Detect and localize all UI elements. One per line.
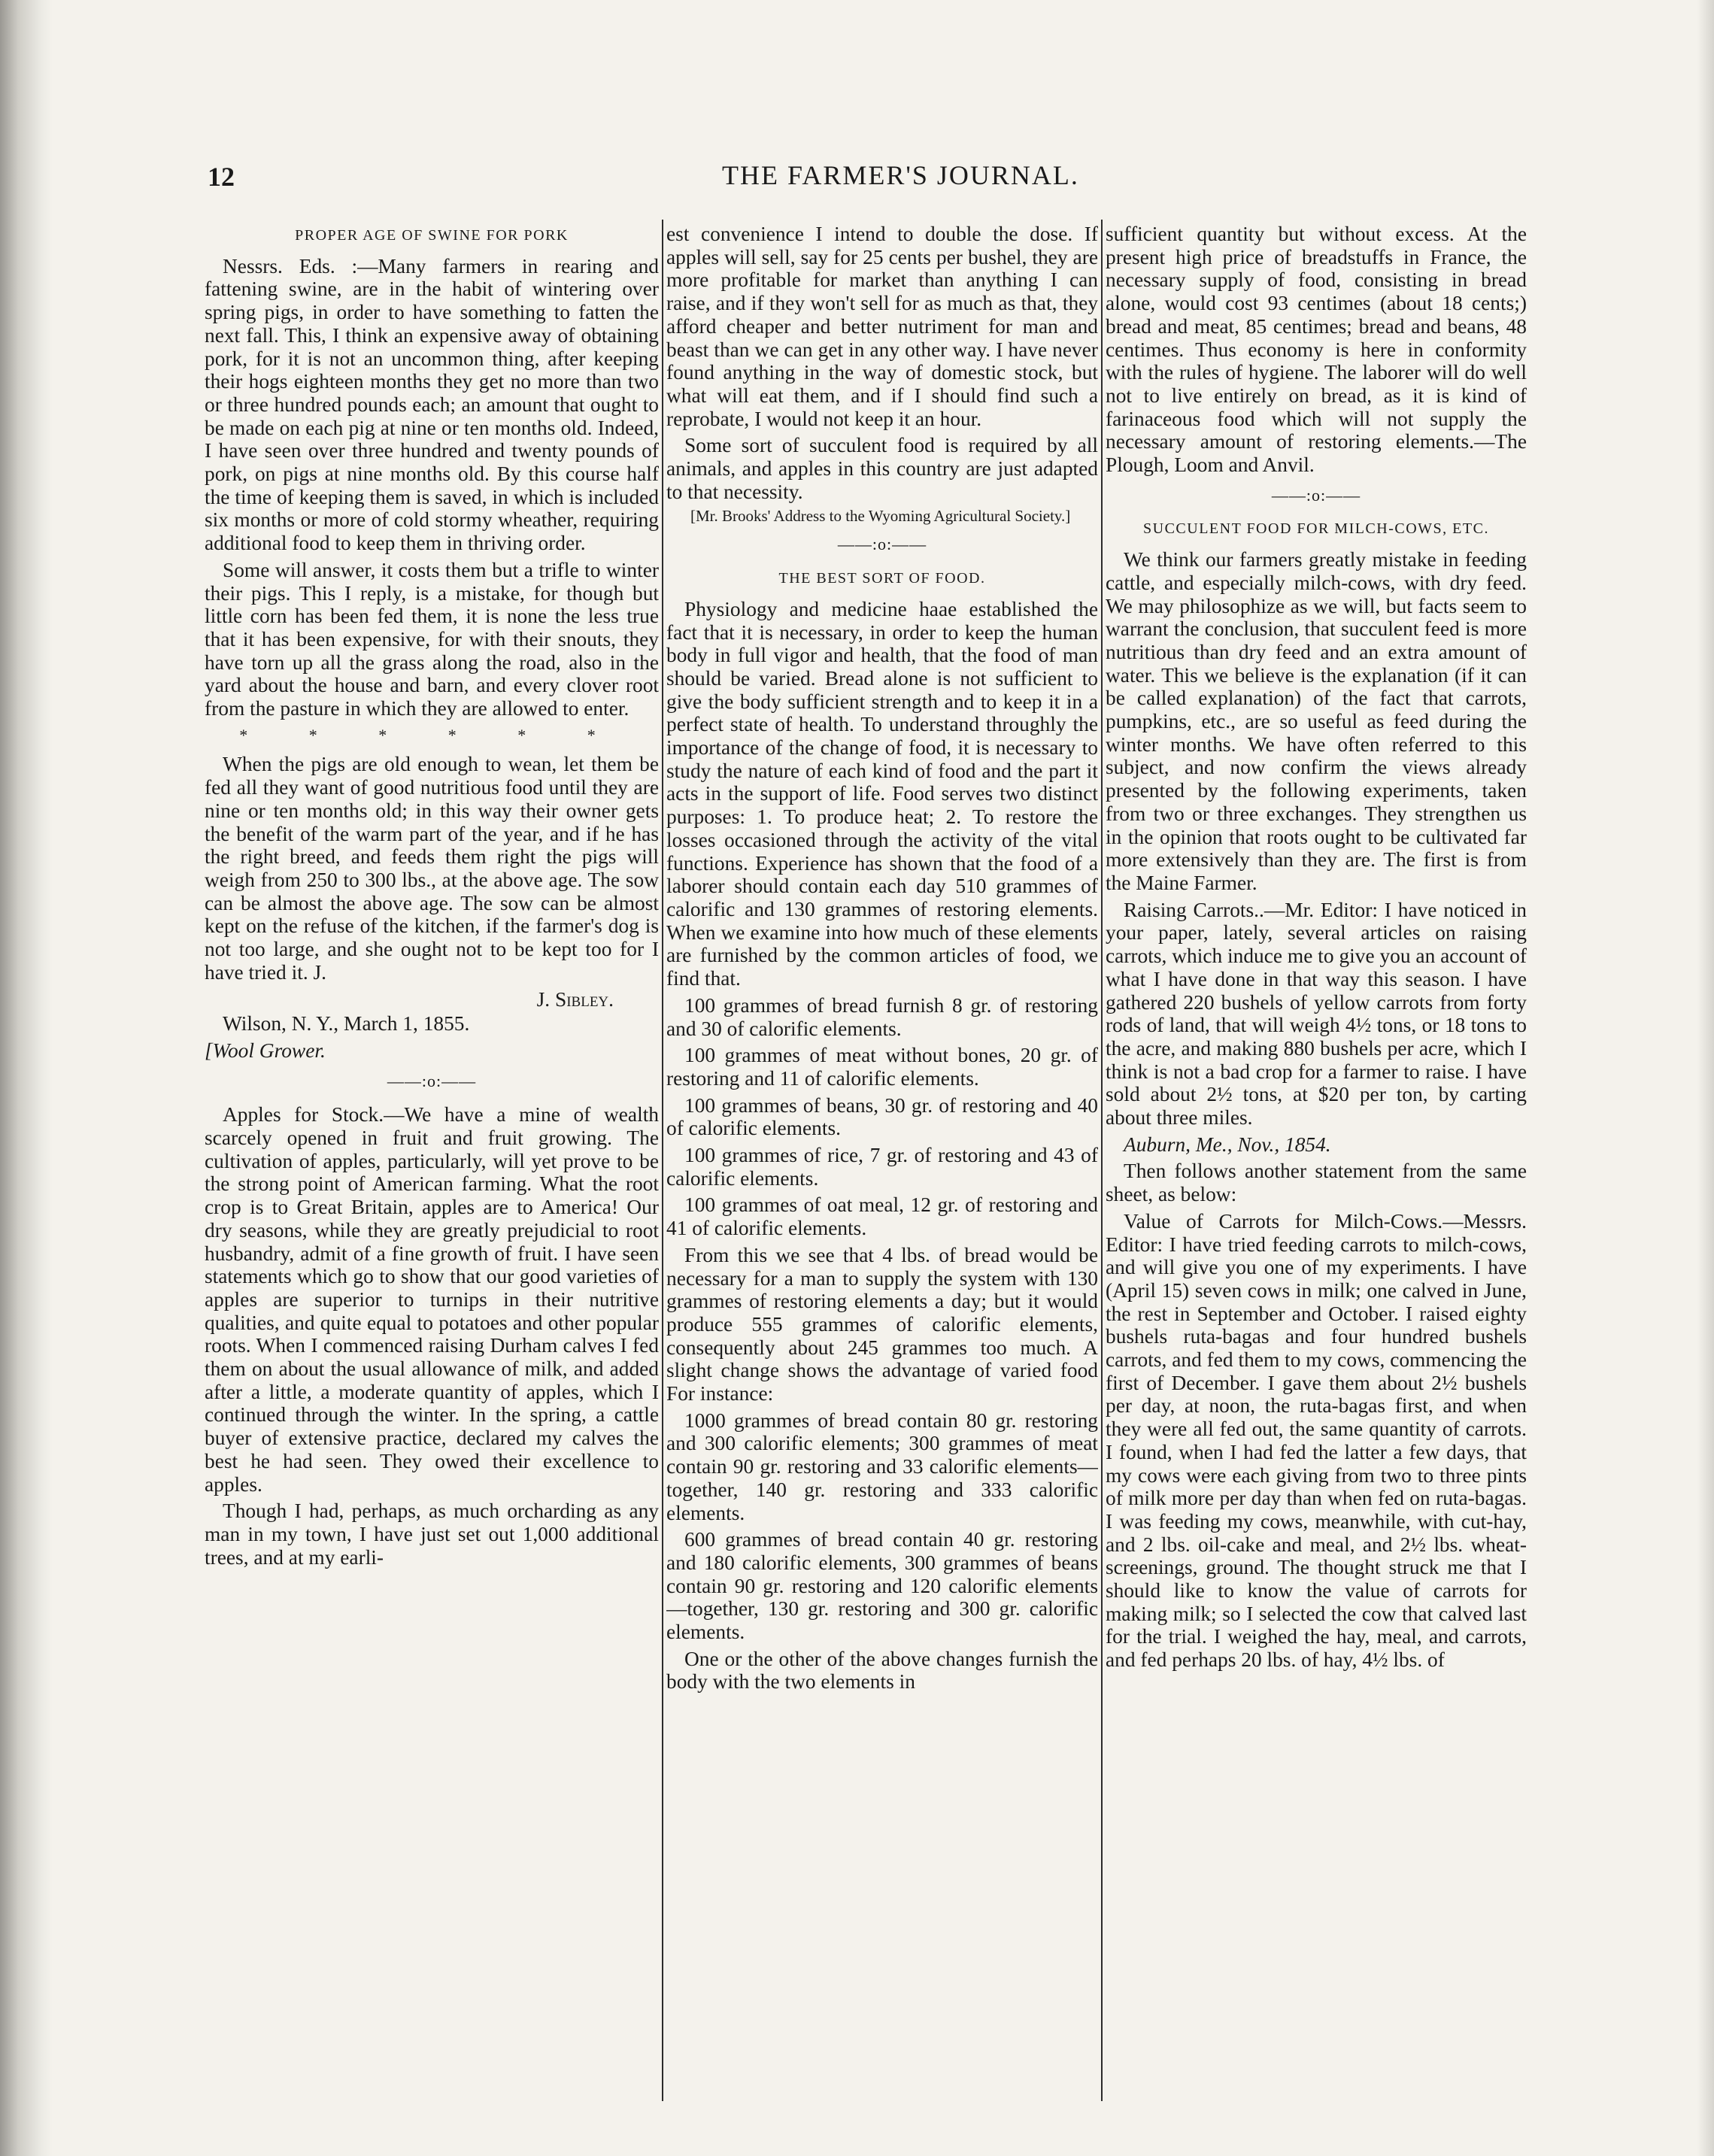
food-composition-line: 100 grammes of oat meal, 12 gr. of restoring and 41 of calorific elements. bbox=[666, 1193, 1098, 1240]
article-paragraph: We think our farmers greatly mistake in feeding cattle, and especially milch-cows, with dry feed. We may philosophize as we will, but facts seem to warrant the conclusion, that succulent feed is more nutritious than dry feed and an extra amount of water. This we believe is the explanation (if it can be called explanation) of the fact that carrots, pumpkins, etc., are so useful as feed during the winter months. We have often referred to this subject, and now confirm the views already presented by the following experiments, taken from two or three exchanges. They strengthen us in the opinion that roots ought to be cultivated far more extensively than they are. The first is from the Maine Farmer. bbox=[1106, 548, 1527, 894]
scan-edge-shadow-right bbox=[1697, 0, 1714, 2156]
scan-edge-shadow bbox=[0, 0, 53, 2156]
food-composition-line: 600 grammes of bread contain 40 gr. restoring and 180 calorific elements, 300 grammes of beans contain 90 gr. restoring and 120 calorific elements—together, 130 gr. restoring and 300 gr. calorific elements. bbox=[666, 1528, 1098, 1644]
dateline: Auburn, Me., Nov., 1854. bbox=[1124, 1133, 1331, 1156]
article-paragraph: When the pigs are old enough to wean, let them be fed all they want of good nutritious food until they are nine or ten months old; in this way their owner gets the benefit of the warm part of the year, and if he has the right breed, and feeds them right the pigs will weigh from 250 to 300 lbs., at the above age. The sow can be almost the above age. The sow can be almost kept on the refuse of the kitchen, if the farmer's dog is not too large, and she ought not to be kept too for I have tried it. J. bbox=[205, 753, 659, 984]
author-signature: J. Sibley. bbox=[536, 987, 614, 1011]
article-paragraph: Raising Carrots..—Mr. Editor: I have noticed in your paper, lately, several articles on raising carrots, which induce me to give you an account of what I have done in that way this season. I have gathered 220 bushels of yellow carrots from forty rods of land, that will weigh 4½ tons, or 18 tons to the acre, and making 880 bushels per acre, which I think is not a bad crop for a farmer to raise. I have sold about 2½ tons, at $20 per ton, by carting about three miles. bbox=[1106, 898, 1527, 1130]
section-separator: ——:o:—— bbox=[1271, 485, 1361, 505]
section-separator: ——:o:—— bbox=[837, 535, 927, 554]
column-rule-1 bbox=[662, 220, 663, 2101]
source-credit: [Mr. Brooks' Address to the Wyoming Agricultural Society.] bbox=[690, 507, 1071, 526]
article-paragraph: One or the other of the above changes furnish the body with the two elements in bbox=[666, 1647, 1098, 1694]
page-number: 12 bbox=[208, 162, 235, 192]
food-composition-line: 100 grammes of meat without bones, 20 gr. of restoring and 11 of calorific elements. bbox=[666, 1044, 1098, 1090]
article-paragraph: Value of Carrots for Milch-Cows.—Messrs. Editor: I have tried feeding carrots to milch-cows, and will give you one of my experiments. I have (April 15) seven cows in milk; one calved in June, the rest in September and October. I raised eighty bushels ruta-bagas and four hundred bushels carrots, and fed them to my cows, commencing the first of December. I gave them about 2½ bushels per day, at noon, the ruta-bagas first, and when they were all fed out, the same quantity of carrots. I found, when I had fed the latter a few days, that my cows were each giving from two to three pints of milk more per day than when fed on ruta-bagas. I was feeding my cows, meanwhile, with cut-hay, and 2 lbs. oil-cake and meal, and 2½ lbs. wheat-screenings, ground. The thought struck me that I should like to know the value of carrots for making milk; so I selected the cow that calved last for the trial. I weighed the hay, meal, and carrots, and fed perhaps 20 lbs. of hay, 4½ lbs. of bbox=[1106, 1209, 1527, 1672]
article-paragraph: est convenience I intend to double the dose. If apples will sell, say for 25 cents per bushel, they are more profitable for market than anything I can raise, and if they won't sell for as much as that, they afford cheaper and better nutriment for man and beast than we can get in any other way. I have never found anything in the way of domestic stock, but what will eat them, and if I should find such a reprobate, I would not keep it an hour. bbox=[666, 223, 1098, 430]
dateline: Wilson, N. Y., March 1, 1855. bbox=[223, 1012, 470, 1036]
food-composition-line: 1000 grammes of bread contain 80 gr. restoring and 300 calorific elements; 300 grammes of meat contain 90 gr. restoring and 33 calorific elements—together, 140 gr. restoring and 333 calorific elements. bbox=[666, 1409, 1098, 1524]
article-paragraph: Apples for Stock.—We have a mine of wealth scarcely opened in fruit and fruit growing. The cultivation of apples, particularly, will yet prove to be the strong point of American farming. What the root crop is to Great Britain, apples are to America! Our dry seasons, while they are greatly prejudicial to root husbandry, admit of a fine growth of fruit. I have seen statements which go to show that our good varieties of apples are superior to turnips in their nutritive qualities, and quite equal to potatoes and other popular roots. When I commenced raising Durham calves I fed them on about the usual allowance of milk, and added after a little, a moderate quantity of apples, which I continued through the winter. In the spring, a cattle buyer of extensive practice, declared my calves the best he had seen. They owed their excellence to apples. bbox=[205, 1103, 659, 1496]
asterism: * * * * * * bbox=[239, 725, 624, 744]
column-3 bbox=[1106, 223, 1527, 2099]
article-heading-milch-cows: SUCCULENT FOOD FOR MILCH-COWS, ETC. bbox=[1143, 520, 1489, 538]
running-head: THE FARMER'S JOURNAL. bbox=[722, 160, 1079, 190]
article-paragraph: Some will answer, it costs them but a trifle to winter their pigs. This I reply, is a mistake, for though but little corn has been fed them, it is none the less true that it has been expensive, for with their snouts, they have torn up all the grass along the road, also in the yard about the house and barn, and every clover root from the pasture in which they are allowed to enter. bbox=[205, 558, 659, 720]
food-composition-line: 100 grammes of rice, 7 gr. of restoring and 43 of calorific elements. bbox=[666, 1144, 1098, 1190]
section-separator: ——:o:—— bbox=[387, 1071, 477, 1090]
source-credit: [Wool Grower. bbox=[205, 1039, 326, 1062]
article-heading-swine: PROPER AGE OF SWINE FOR PORK bbox=[295, 227, 569, 244]
article-paragraph: Physiology and medicine haae established the fact that it is necessary, in order to keep the human body in full vigor and health, that the food of man should be varied. Bread alone is not sufficient to give the body sufficient strength and to keep it in a perfect state of health. To understand throughly the importance of the change of food, it is necessary to study the nature of each kind of food and the part it acts in the support of life. Food serves two distinct purposes: 1. To produce heat; 2. To restore the losses occasioned through the activity of the vital functions. Experience has shown that the food of a laborer should contain each day 510 grammes of calorific and 130 grammes of restoring elements. When we examine into how much of these elements are furnished by the common articles of food, we find that. bbox=[666, 597, 1098, 990]
article-paragraph: Though I had, perhaps, as much orcharding as any man in my town, I have just set out 1,000 additional trees, and at my earli- bbox=[205, 1499, 659, 1569]
article-heading-food: THE BEST SORT OF FOOD. bbox=[778, 570, 986, 587]
column-1 bbox=[205, 223, 659, 2099]
article-paragraph: Then follows another statement from the same sheet, as below: bbox=[1106, 1160, 1527, 1206]
article-paragraph: Some sort of succulent food is required by all animals, and apples in this country are just adapted to that necessity. bbox=[666, 434, 1098, 503]
article-paragraph: Nessrs. Eds. :—Many farmers in rearing and fattening swine, are in the habit of wintering over spring pigs, in order to have something to fatten the next fall. This, I think an expensive away of obtaining pork, for it is not an uncommon thing, after keeping their hogs eighteen months they get no more than two or three hundred pounds each; an amount that ought to be made on each pig at nine or ten months old. Indeed, I have seen over three hundred and twenty pounds of pork, on pigs at nine months old. By this course half the time of keeping them is saved, in which is included six months or more of cold stormy wheather, requiring additional food to keep them in thriving order. bbox=[205, 254, 659, 555]
article-paragraph: From this we see that 4 lbs. of bread would be necessary for a man to supply the system with 130 grammes of restoring elements a day; but it would produce 555 grammes of calorific elements, consequently about 245 grammes too much. A slight change shows the advantage of varied food For instance: bbox=[666, 1243, 1098, 1405]
article-paragraph: sufficient quantity but without excess. At the present high price of breadstuffs in France, the necessary supply of food, consisting in bread alone, would cost 93 centimes (about 18 cents;) bread and meat, 85 centimes; bread and beans, 48 centimes. Thus economy is here in conformity with the rules of hygiene. The laborer will do well not to live entirely on bread, as it is kind of farinaceous food which will not supply the necessary amount of restoring elements.—The Plough, Loom and Anvil. bbox=[1106, 223, 1527, 477]
column-rule-2 bbox=[1101, 220, 1103, 2101]
food-composition-line: 100 grammes of beans, 30 gr. of restoring and 40 of calorific elements. bbox=[666, 1093, 1098, 1140]
column-2 bbox=[666, 223, 1098, 2099]
food-composition-line: 100 grammes of bread furnish 8 gr. of restoring and 30 of calorific elements. bbox=[666, 993, 1098, 1040]
